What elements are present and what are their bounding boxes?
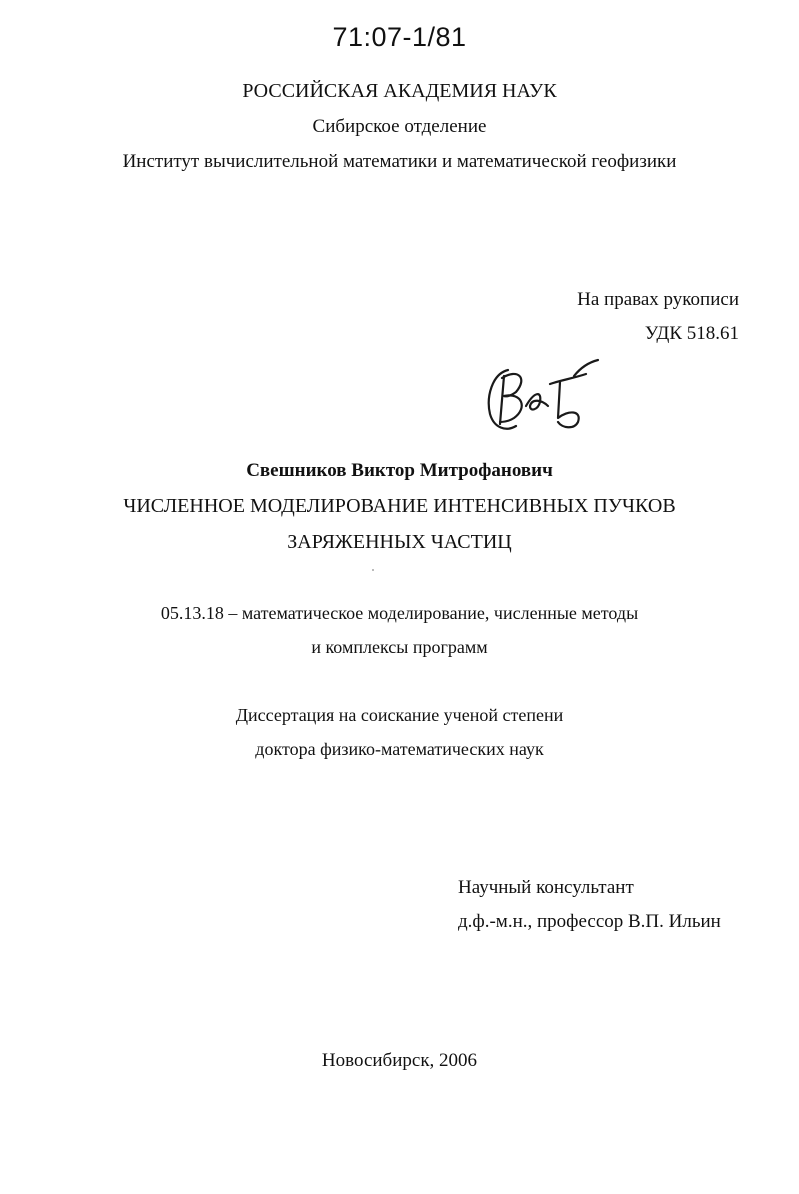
branch-name: Сибирское отделение [312,116,487,137]
thesis-title-line-2: ЗАРЯЖЕННЫХ ЧАСТИЦ [287,531,512,553]
consultant-name: д.ф.-м.н., профессор В.П. Ильин [458,911,721,932]
scan-speck [372,569,374,571]
thesis-title-line-1: ЧИСЛЕННОЕ МОДЕЛИРОВАНИЕ ИНТЕНСИВНЫХ ПУЧКОВ [123,495,676,517]
catalog-number: 71:07-1/81 [332,22,467,52]
specialty-line-2: и комплексы программ [311,637,488,657]
academy-name: РОССИЙСКАЯ АКАДЕМИЯ НАУК [242,80,557,102]
institute-name: Институт вычислительной математики и математической геофизики [122,151,677,172]
author-name: Свешников Виктор Митрофанович [246,460,553,481]
dissertation-line-1: Диссертация на соискание ученой степени [235,705,564,725]
manuscript-rights: На правах рукописи [577,289,739,310]
specialty-line-1: 05.13.18 – математическое моделирование, численные методы [160,603,639,623]
udk-code: УДК 518.61 [644,323,739,344]
place-and-year: Новосибирск, 2006 [321,1050,478,1071]
handwritten-signature [478,352,608,440]
consultant-label: Научный консультант [458,877,634,898]
dissertation-line-2: доктора физико-математических наук [255,739,544,759]
